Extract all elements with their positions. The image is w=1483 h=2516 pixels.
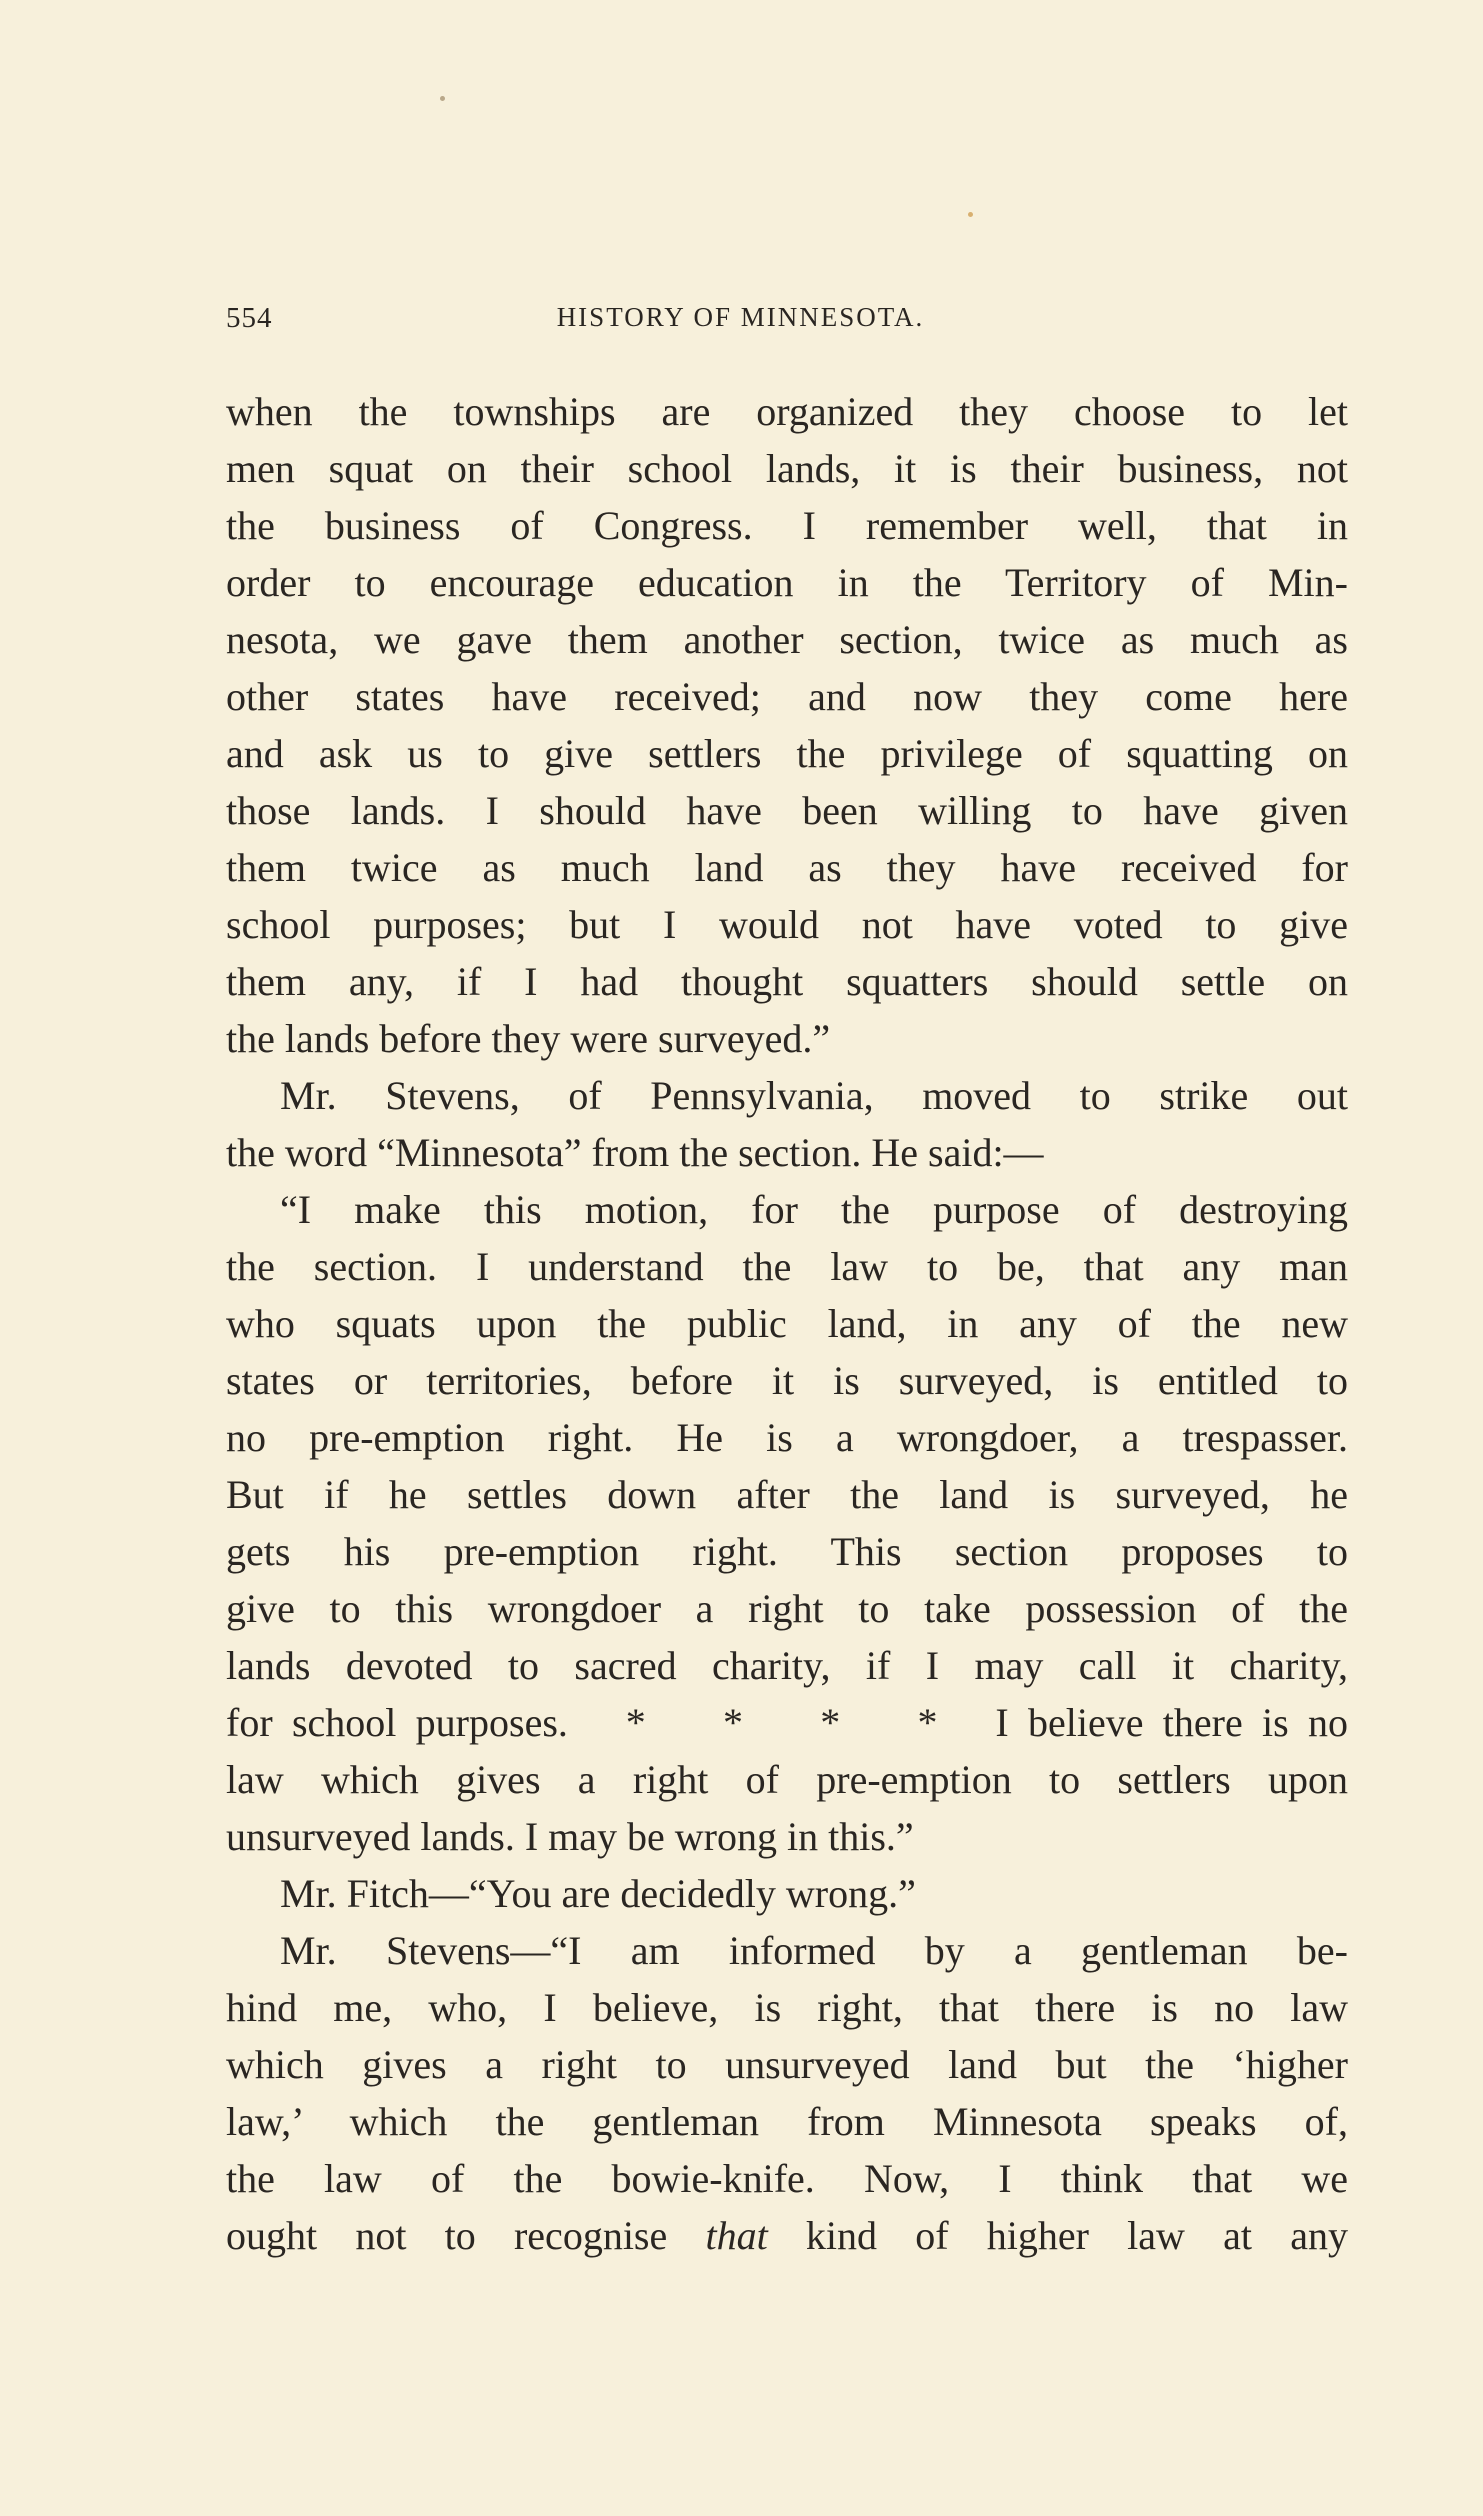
text-line: which gives a right to unsurveyed land but the ‘higher (226, 2042, 1348, 2087)
text-line: men squat on their school lands, it is their business, not (226, 446, 1348, 491)
text-line: who squats upon the public land, in any of the new (226, 1301, 1348, 1346)
page-number: 554 (226, 302, 273, 334)
page-header (226, 302, 1255, 342)
text-line: unsurveyed lands. I may be wrong in this.” (226, 1814, 914, 1859)
text-line: order to encourage education in the Territory of Min- (226, 560, 1348, 605)
text-line: states or territories, before it is surveyed, is entitled to (226, 1358, 1348, 1403)
text-line: those lands. I should have been willing to have given (226, 788, 1348, 833)
text-line: Mr. Fitch—“You are decidedly wrong.” (280, 1871, 916, 1916)
text-line: the law of the bowie-knife. Now, I think that we (226, 2156, 1348, 2201)
text-line: Mr. Stevens, of Pennsylvania, moved to strike out (280, 1073, 1348, 1118)
body-text (226, 383, 1348, 2264)
text-line: when the townships are organized they choose to let (226, 389, 1348, 434)
text-segment: kind of higher law at any (767, 2213, 1348, 2258)
text-line: law which gives a right of pre-emption to settlers upon (226, 1757, 1348, 1802)
text-line: the business of Congress. I remember well, that in (226, 503, 1348, 548)
text-line: for school purposes. * * * * I believe there is no (226, 1700, 1348, 1745)
text-line: the word “Minnesota” from the section. He said:— (226, 1130, 1044, 1175)
paper-speck (440, 96, 445, 101)
text-line: nesota, we gave them another section, twice as much as (226, 617, 1348, 662)
text-line: the lands before they were surveyed.” (226, 1016, 831, 1061)
text-line: “I make this motion, for the purpose of destroying (280, 1187, 1348, 1232)
text-line: them any, if I had thought squatters should settle on (226, 959, 1348, 1004)
text-line: law,’ which the gentleman from Minnesota speaks of, (226, 2099, 1348, 2144)
text-line: and ask us to give settlers the privilege of squatting on (226, 731, 1348, 776)
italic-word: that (705, 2213, 768, 2258)
text-segment: ought not to recognise (226, 2213, 706, 2258)
text-line: hind me, who, I believe, is right, that there is no law (226, 1985, 1348, 2030)
text-line: school purposes; but I would not have voted to give (226, 902, 1348, 947)
running-head: HISTORY OF MINNESOTA. (556, 302, 925, 332)
text-line: them twice as much land as they have received for (226, 845, 1348, 890)
text-line-last (226, 2207, 1348, 2264)
text-line: the section. I understand the law to be, that any man (226, 1244, 1348, 1289)
text-line: lands devoted to sacred charity, if I may call it charity, (226, 1643, 1348, 1688)
text-line: gets his pre-emption right. This section proposes to (226, 1529, 1348, 1574)
text-line: other states have received; and now they come here (226, 674, 1348, 719)
text-line: But if he settles down after the land is surveyed, he (226, 1472, 1348, 1517)
text-line: no pre-emption right. He is a wrongdoer, a trespasser. (226, 1415, 1348, 1460)
text-line: give to this wrongdoer a right to take possession of the (226, 1586, 1348, 1631)
paper-speck (968, 212, 973, 217)
text-line: Mr. Stevens—“I am informed by a gentleman be- (280, 1928, 1348, 1973)
